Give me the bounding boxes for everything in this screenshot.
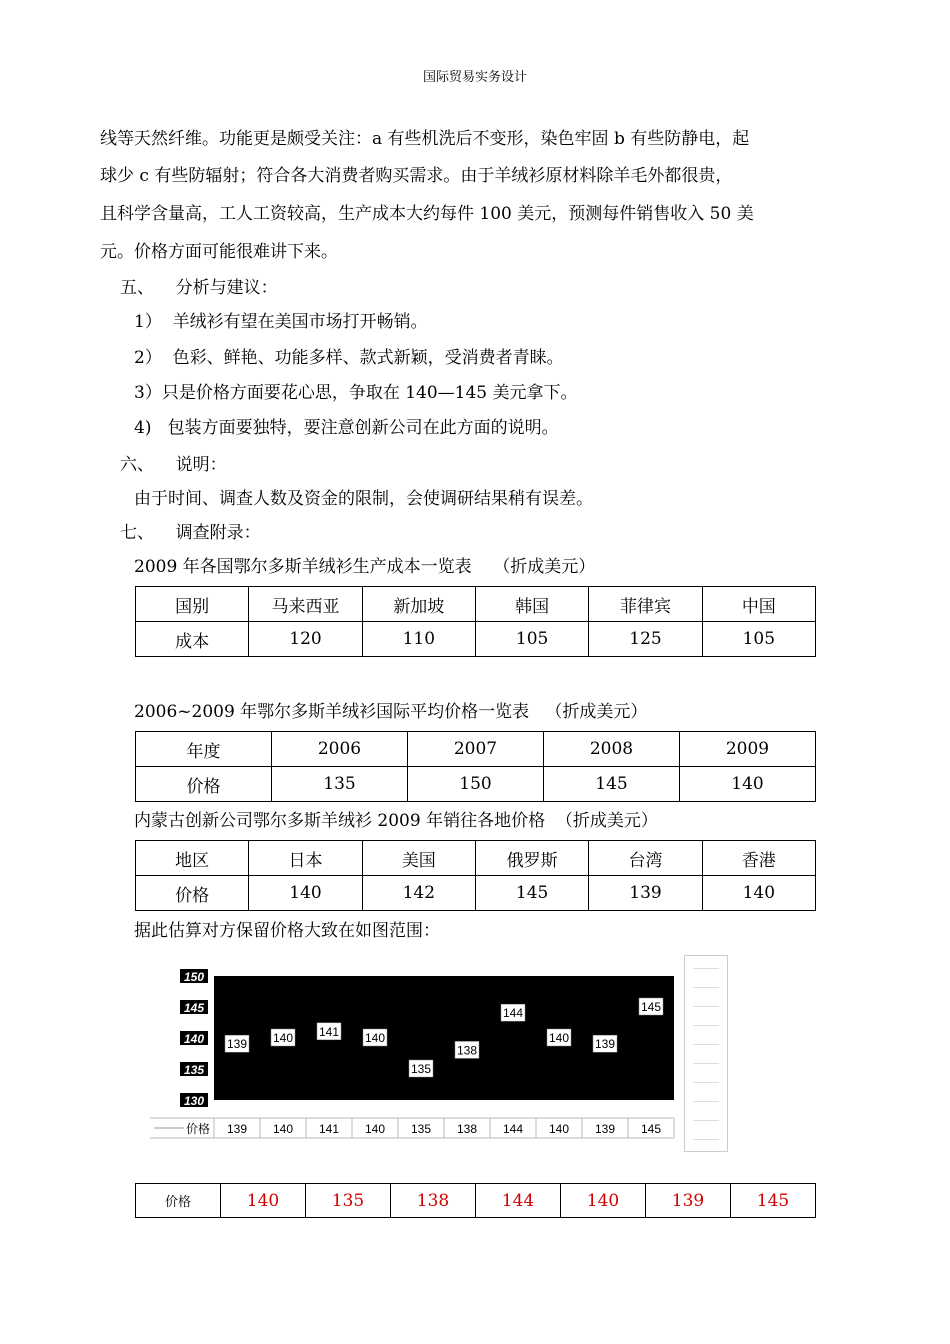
cell: 2009	[680, 732, 816, 767]
cell: 105	[702, 622, 815, 657]
legend-box-line	[693, 1101, 719, 1102]
cell: 年度	[136, 732, 272, 767]
table-row	[136, 841, 816, 876]
cell: 马来西亚	[249, 587, 362, 622]
table-value: 140	[364, 1122, 386, 1136]
cost-table	[135, 586, 816, 657]
section7-title: 七、 调查附录：	[120, 523, 261, 543]
cell: 140	[680, 767, 816, 802]
table1-caption: 2009 年各国鄂尔多斯羊绒衫生产成本一览表 （折成美元）	[134, 557, 596, 577]
cell: 价格	[136, 876, 249, 911]
cell: 韩国	[475, 587, 588, 622]
table-value: 144	[502, 1122, 524, 1136]
data-label: 138	[456, 1043, 478, 1058]
cell: 新加坡	[362, 587, 475, 622]
data-label: 135	[410, 1062, 432, 1076]
cell: 价格	[136, 767, 272, 802]
table-value: 141	[318, 1122, 340, 1136]
table-row	[136, 876, 816, 911]
legend-box-line	[693, 1082, 719, 1083]
y-tick-label: 135	[183, 1063, 205, 1077]
page-header: 国际贸易实务设计	[422, 70, 527, 85]
cell: 国别	[136, 587, 249, 622]
cell: 140	[249, 876, 362, 911]
legend-box-line	[693, 1044, 719, 1045]
legend-box-line	[693, 1006, 719, 1007]
table-value: 140	[548, 1122, 570, 1136]
cell: 145	[731, 1184, 816, 1218]
cell: 2006	[272, 732, 408, 767]
paragraph-line-4: 元。价格方面可能很难讲下来。	[100, 242, 338, 262]
cell: 144	[476, 1184, 561, 1218]
table2-caption: 2006~2009 年鄂尔多斯羊绒衫国际平均价格一览表 （折成美元）	[134, 702, 648, 722]
table-value: 135	[410, 1122, 432, 1136]
cell: 150	[408, 767, 544, 802]
data-label: 140	[548, 1031, 570, 1045]
paragraph-line-2: 球少 c 有些防辐射；符合各大消费者购买需求。由于羊绒衫原材料除羊毛外都很贵，	[100, 166, 733, 186]
cell: 120	[249, 622, 362, 657]
reserve-price-table	[135, 1183, 816, 1218]
section5-item-4: 4) 包装方面要独特，要注意创新公司在此方面的说明。	[134, 418, 559, 438]
data-label: 145	[640, 1000, 662, 1014]
cell: 中国	[702, 587, 815, 622]
cell: 140	[561, 1184, 646, 1218]
price-chart	[150, 952, 730, 1152]
cell: 135	[272, 767, 408, 802]
cell: 香港	[702, 841, 815, 876]
section6-title: 六、 说明：	[120, 455, 227, 475]
y-tick-label: 150	[183, 970, 205, 984]
data-label: 139	[594, 1037, 616, 1052]
cell: 138	[391, 1184, 476, 1218]
cell: 105	[475, 622, 588, 657]
table-row	[136, 1184, 816, 1218]
y-tick-label: 140	[183, 1032, 205, 1046]
section5-item-3: 3）只是价格方面要花心思，争取在 140—145 美元拿下。	[134, 383, 578, 403]
table-value: 138	[456, 1122, 478, 1136]
paragraph-line-1: 线等天然纤维。功能更是颇受关注：a 有些机洗后不变形，染色牢固 b 有些防静电，起	[100, 129, 750, 149]
data-label: 139	[226, 1037, 248, 1052]
estimate-text: 据此估算对方保留价格大致在如图范围：	[134, 921, 440, 941]
table-row	[136, 622, 816, 657]
table-row	[136, 732, 816, 767]
data-label: 144	[502, 1006, 524, 1021]
cell: 145	[475, 876, 588, 911]
cell: 成本	[136, 622, 249, 657]
legend-box-line	[693, 968, 719, 969]
cell: 125	[589, 622, 702, 657]
section5-title: 五、 分析与建议：	[120, 278, 278, 298]
table-value: 139	[594, 1122, 616, 1136]
table-value: 145	[640, 1122, 662, 1136]
cell: 2007	[408, 732, 544, 767]
cell: 139	[589, 876, 702, 911]
legend-box-line	[693, 1120, 719, 1121]
cell: 139	[646, 1184, 731, 1218]
region-price-table	[135, 840, 816, 911]
cell: 142	[362, 876, 475, 911]
table-row	[136, 587, 816, 622]
legend-box-line	[693, 1139, 719, 1140]
cell: 日本	[249, 841, 362, 876]
cell: 145	[544, 767, 680, 802]
cell: 地区	[136, 841, 249, 876]
cell: 140	[702, 876, 815, 911]
chart-legend-box	[684, 955, 728, 1152]
y-tick-label: 145	[183, 1001, 205, 1015]
cell: 俄罗斯	[475, 841, 588, 876]
table-value: 140	[272, 1122, 294, 1136]
paragraph-line-3: 且科学含量高，工人工资较高，生产成本大约每件 100 美元，预测每件销售收入 50 美	[100, 204, 754, 224]
data-label: 141	[318, 1024, 340, 1039]
cell: 菲律宾	[589, 587, 702, 622]
table-value: 139	[226, 1122, 248, 1136]
cell: 140	[221, 1184, 306, 1218]
cell: 2008	[544, 732, 680, 767]
cell: 美国	[362, 841, 475, 876]
legend-box-line	[693, 1063, 719, 1064]
table3-caption: 内蒙古创新公司鄂尔多斯羊绒衫 2009 年销往各地价格 （折成美元）	[134, 811, 658, 831]
section5-item-1: 1） 羊绒衫有望在美国市场打开畅销。	[134, 312, 428, 332]
section5-item-2: 2） 色彩、鲜艳、功能多样、款式新颖，受消费者青睐。	[134, 348, 564, 368]
cell: 价格	[136, 1184, 221, 1218]
cell: 135	[306, 1184, 391, 1218]
legend-label: 价格	[186, 1122, 211, 1136]
section6-text: 由于时间、调查人数及资金的限制，会使调研结果稍有误差。	[134, 489, 593, 509]
cell: 台湾	[589, 841, 702, 876]
cell: 110	[362, 622, 475, 657]
data-label: 140	[364, 1031, 386, 1045]
data-label: 140	[272, 1031, 294, 1045]
intl-price-table	[135, 731, 816, 802]
y-tick-label: 130	[183, 1094, 205, 1108]
legend-box-line	[693, 987, 719, 988]
legend-box-line	[693, 1025, 719, 1026]
table-row	[136, 767, 816, 802]
